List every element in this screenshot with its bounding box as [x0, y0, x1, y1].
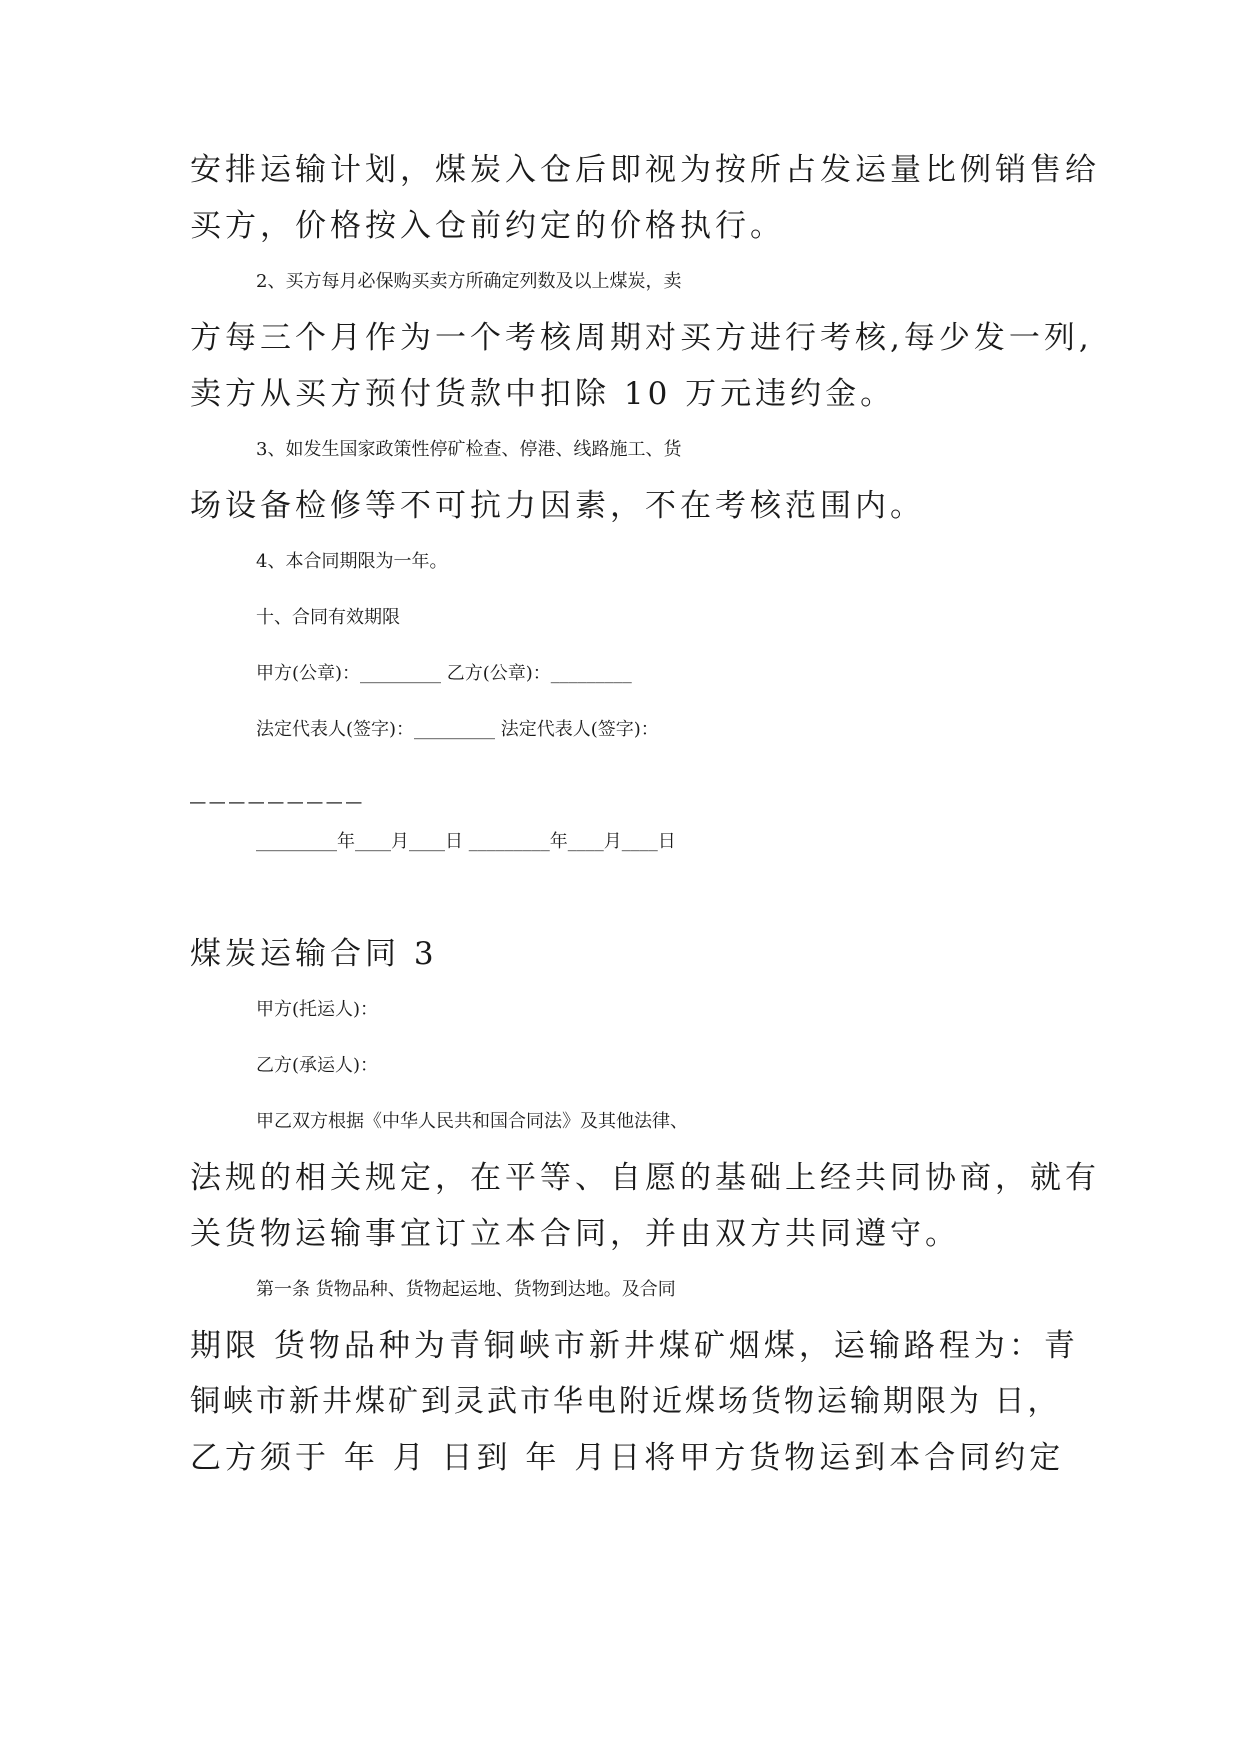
signature-blank: _________ — [190, 768, 366, 804]
text-line: 期限 货物品种为青铜峡市新井煤矿烟煤，运输路程为：青 — [190, 1328, 1079, 1364]
text-line: 4、本合同期限为一年。 — [256, 551, 448, 572]
text-line: 卖方从买方预付货款中扣除 10 万元违约金。 — [190, 376, 896, 412]
text-line: 乙方须于 年 月 日到 年 月日将甲方货物运到本合同约定 — [190, 1440, 1065, 1476]
signature-line-representative: 法定代表人(签字)：_________ 法定代表人(签字)： — [256, 719, 659, 740]
party-b-line: 乙方(承运人)： — [256, 1055, 379, 1076]
text-line: 方每三个月作为一个考核周期对买方进行考核,每少发一列, — [190, 320, 1093, 356]
text-line: 买方，价格按入仓前约定的价格执行。 — [190, 208, 785, 244]
text-line: 场设备检修等不可抗力因素，不在考核范围内。 — [190, 488, 925, 524]
text-line: 甲乙双方根据《中华人民共和国合同法》及其他法律、 — [256, 1111, 688, 1132]
text-line: 安排运输计划，煤炭入仓后即视为按所占发运量比例销售给 — [190, 152, 1100, 188]
text-line: 3、如发生国家政策性停矿检查、停港、线路施工、货 — [256, 439, 682, 460]
text-line: 关货物运输事宜订立本合同，并由双方共同遵守。 — [190, 1216, 960, 1252]
section-heading: 十、合同有效期限 — [256, 607, 400, 628]
date-line: _________年____月____日 _________年____月____日 — [256, 831, 676, 852]
contract-title: 煤炭运输合同 3 — [190, 936, 438, 972]
article-heading: 第一条 货物品种、货物起运地、货物到达地。及合同 — [256, 1279, 676, 1300]
party-a-line: 甲方(托运人)： — [256, 999, 379, 1020]
text-line: 法规的相关规定，在平等、自愿的基础上经共同协商，就有 — [190, 1160, 1100, 1196]
text-line: 铜峡市新井煤矿到灵武市华电附近煤场货物运输期限为 日， — [190, 1384, 1061, 1419]
text-line: 2、买方每月必保购买卖方所确定列数及以上煤炭，卖 — [256, 271, 682, 292]
signature-line-seal: 甲方(公章)：_________ 乙方(公章)：_________ — [256, 663, 632, 684]
